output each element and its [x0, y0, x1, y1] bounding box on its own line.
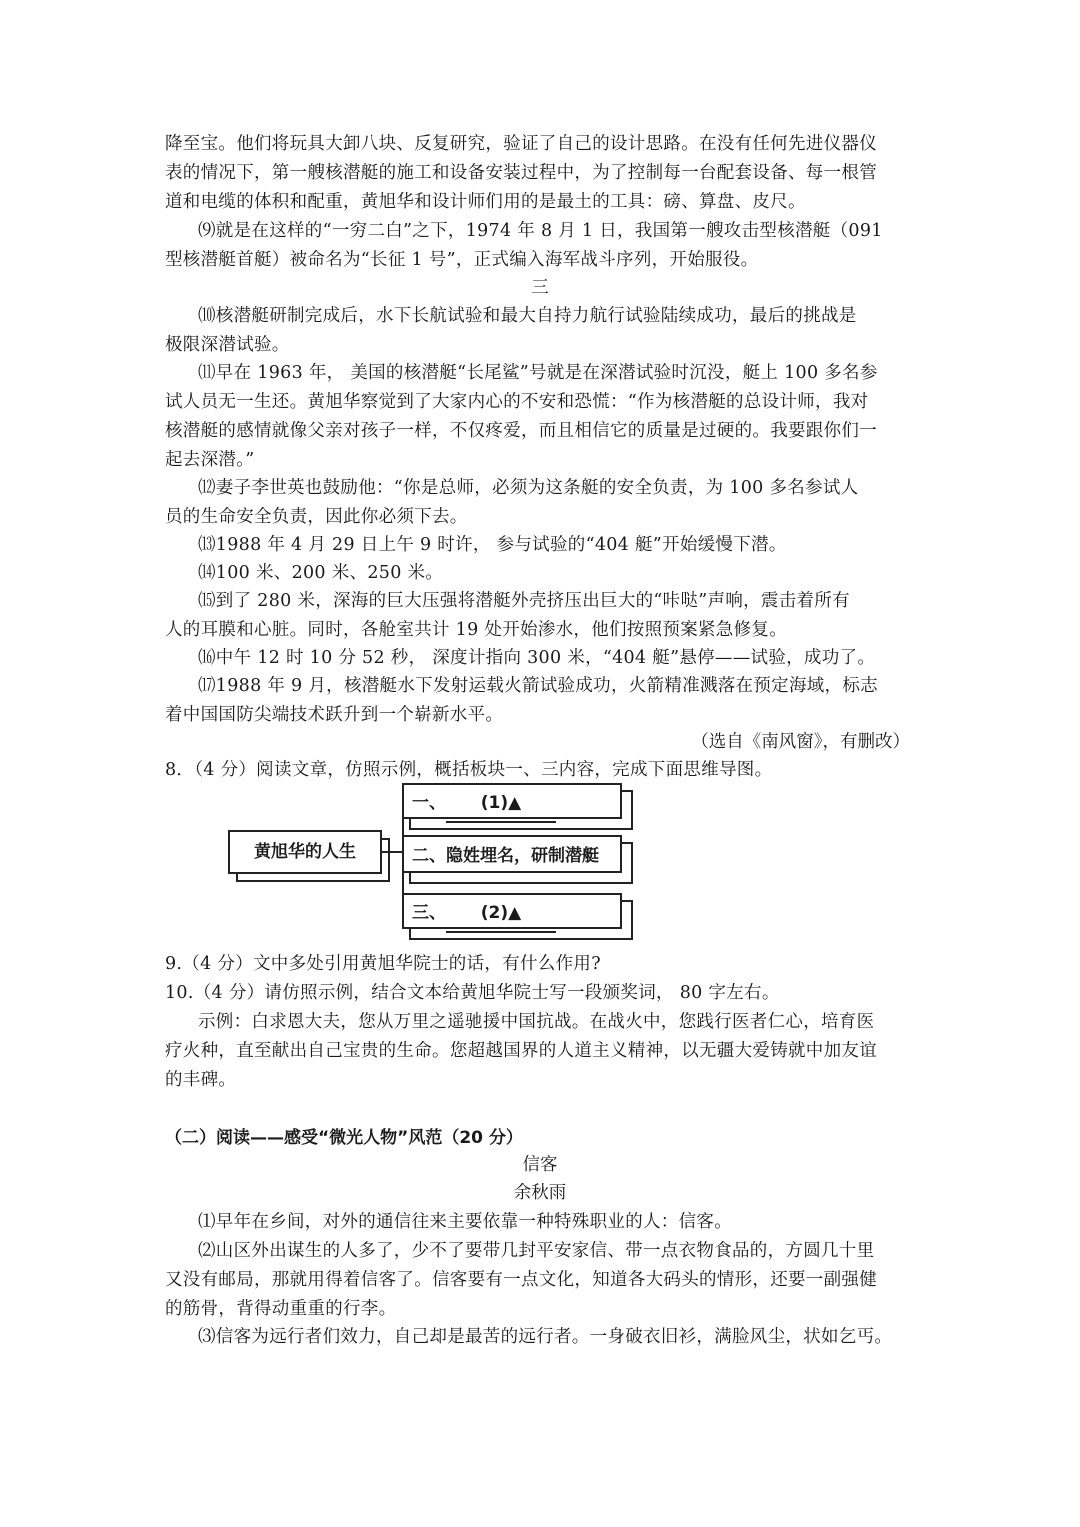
text-line: 疗火种，直至献出自己宝贵的生命。您超越国界的人道主义精神，以无疆大爱铸就中加友谊 [165, 1041, 877, 1061]
section-2-paragraph-2: ⑵山区外出谋生的人多了，少不了要带几封平安家信、带一点衣物食品的，方圆几十里 [198, 1241, 875, 1261]
text-line: 道和电缆的体积和配重，黄旭华和设计师们用的是最土的工具：磅、算盘、皮尺。 [165, 192, 806, 212]
answer-blank-1[interactable]: (1)▲ [446, 785, 556, 823]
text-line: 着中国国防尖端技术跃升到一个崭新水平。 [165, 705, 504, 725]
text-line: 又没有邮局，那就用得着信客了。信客要有一点文化，知道各大码头的情形，还要一副强健 [165, 1270, 877, 1290]
section-2-paragraph-1: ⑴早年在乡间，对外的通信往来主要依靠一种特殊职业的人：信客。 [198, 1212, 732, 1232]
paragraph-12: ⑿妻子李世英也鼓励他：“你是总师，必须为这条艇的安全负责，为 100 多名参试人 [198, 478, 859, 498]
mind-map-branch-3 [402, 893, 622, 929]
question-8: 8．（4 分）阅读文章，仿照示例，概括板块一、三内容，完成下面思维导图。 [165, 760, 773, 780]
paragraph-16: ⒃中午 12 时 10 分 52 秒， 深度计指向 300 米，“404 艇”悬停——试验，成功了。 [198, 648, 876, 668]
text-line: 的丰碑。 [165, 1070, 237, 1090]
mind-map-branch-1 [402, 783, 622, 819]
branch-1-prefix: 一、 [412, 793, 446, 813]
mind-map-root: 黄旭华的人生 [228, 830, 382, 874]
mind-map-branch-2: 二、隐姓埋名，研制潜艇 [402, 835, 622, 873]
text-line: 试人员无一生还。黄旭华察觉到了大家内心的不安和恐慌：“作为核潜艇的总设计师，我对 [165, 392, 869, 412]
answer-blank-2[interactable]: (2)▲ [446, 895, 556, 933]
question-10: 10.（4 分）请仿照示例，结合文本给黄旭华院士写一段颁奖词， 80 字左右。 [165, 983, 780, 1003]
text-line: 员的生命安全负责，因此你必须下去。 [165, 507, 468, 527]
section-heading: 三 [531, 278, 549, 298]
text-line: 核潜艇的感情就像父亲对孩子一样，不仅疼爱，而且相信它的质量是过硬的。我要跟你们一 [165, 421, 877, 441]
paragraph-11: ⑾早在 1963 年， 美国的核潜艇“长尾鲨”号就是在深潜试验时沉没，艇上 100 多名参 [198, 363, 878, 383]
text-line: 型核潜艇首艇）被命名为“长征 1 号”，正式编入海军战斗序列，开始服役。 [165, 250, 759, 270]
text-line: 的筋骨，背得动重重的行李。 [165, 1299, 397, 1319]
paragraph-17: ⒄1988 年 9 月，核潜艇水下发射运载火箭试验成功，火箭精准溅落在预定海域，标志 [198, 676, 878, 696]
paragraph-14: ⒁100 米、200 米、250 米。 [198, 563, 444, 583]
branch-3-prefix: 三、 [412, 903, 446, 923]
question-9: 9.（4 分）文中多处引用黄旭华院士的话，有什么作用? [165, 954, 601, 974]
section-2-heading: （二）阅读——感受“微光人物”风范（20 分） [165, 1128, 523, 1148]
article-author: 余秋雨 [513, 1183, 567, 1203]
mind-map-diagram [226, 780, 636, 940]
text-line: 表的情况下，第一艘核潜艇的施工和设备安装过程中，为了控制每一台配套设备、每一根管 [165, 163, 877, 183]
section-2-paragraph-3: ⑶信客为远行者们效力，自己却是最苦的远行者。一身破衣旧衫，满脸风尘，状如乞丐。 [198, 1327, 893, 1347]
text-line: 极限深潜试验。 [165, 335, 290, 355]
text-line: 降至宝。他们将玩具大卸八块、反复研究，验证了自己的设计思路。在没有任何先进仪器仪 [165, 134, 877, 154]
text-line: 起去深潜。” [165, 450, 255, 470]
paragraph-10: ⑽核潜艇研制完成后，水下长航试验和最大自持力航行试验陆续成功，最后的挑战是 [198, 306, 857, 326]
text-line: 人的耳膜和心脏。同时，各舱室共计 19 处开始渗水，他们按照预案紧急修复。 [165, 620, 787, 640]
paragraph-9: ⑼就是在这样的“一穷二白”之下，1974 年 8 月 1 日，我国第一艘攻击型核潜艇（091 [198, 221, 883, 241]
source-citation: （选自《南风窗》，有删改） [691, 732, 910, 752]
paragraph-13: ⒀1988 年 4 月 29 日上午 9 时许， 参与试验的“404 艇”开始缓慢下潜。 [198, 535, 787, 555]
paragraph-15: ⒂到了 280 米，深海的巨大压强将潜艇外壳挤压出巨大的“咔哒”声响，震击着所有 [198, 591, 850, 611]
example-text: 示例：白求恩大夫，您从万里之遥驰援中国抗战。在战火中，您践行医者仁心，培育医 [198, 1012, 875, 1032]
article-title: 信客 [522, 1155, 558, 1175]
